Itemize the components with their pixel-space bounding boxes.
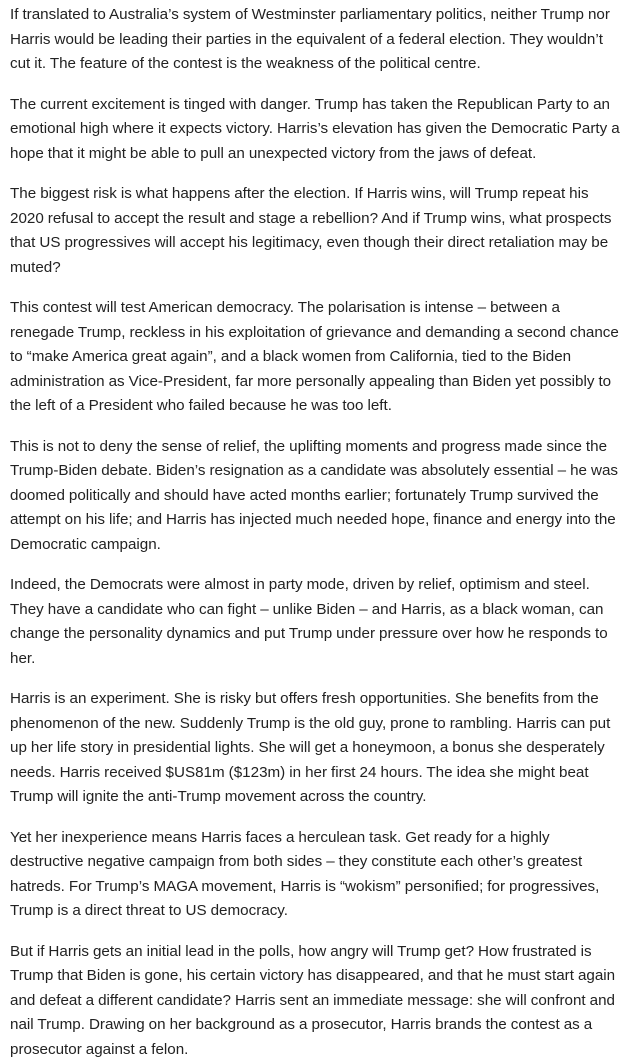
paragraph-2: The current excitement is tinged with danger. Trump has taken the Republican Party to an emotional high where it expects victory. Harris’s elevation has given the Democratic Party a hope that it might be able to pull an unexpected victory from the jaws of defeat. bbox=[10, 93, 624, 167]
paragraph-6: Indeed, the Democrats were almost in party mode, driven by relief, optimism and steel. They have a candidate who can fight – unlike Biden – and Harris, as a black woman, can change the personality dynamics and put Trump under pressure over how he responds to her. bbox=[10, 573, 624, 671]
paragraph-5: This is not to deny the sense of relief, the uplifting moments and progress made since the Trump-Biden debate. Biden’s resignation as a candidate was absolutely essential – he was doomed politically and should have acted months earlier; fortunately Trump survived the attempt on his life; and Harris has injected much needed hope, finance and energy into the Democratic campaign. bbox=[10, 435, 624, 558]
paragraph-3: The biggest risk is what happens after the election. If Harris wins, will Trump repeat his 2020 refusal to accept the result and stage a rebellion? And if Trump wins, what prospects that US progressives will accept his legitimacy, even though their direct retaliation may be muted? bbox=[10, 182, 624, 280]
paragraph-4: This contest will test American democracy. The polarisation is intense – between a renegade Trump, reckless in his exploitation of grievance and demanding a second chance to “make America great again”, and a black women from California, tied to the Biden administration as Vice-President, far more personally appealing than Biden yet possibly to the left of a President who failed because he was too left. bbox=[10, 296, 624, 419]
paragraph-1: If translated to Australia’s system of Westminster parliamentary politics, neither Trump nor Harris would be leading their parties in the equivalent of a federal election. They wouldn’t cut it. The feature of the contest is the weakness of the political centre. bbox=[10, 3, 624, 77]
paragraph-8: Yet her inexperience means Harris faces a herculean task. Get ready for a highly destructive negative campaign from both sides – they constitute each other’s greatest hatreds. For Trump’s MAGA movement, Harris is “wokism” personified; for progressives, Trump is a direct threat to US democracy. bbox=[10, 826, 624, 924]
paragraph-9: But if Harris gets an initial lead in the polls, how angry will Trump get? How frustrated is Trump that Biden is gone, his certain victory has disappeared, and that he must start again and defeat a different candidate? Harris sent an immediate message: she will confront and nail Trump. Drawing on her background as a prosecutor, Harris brands the contest as a prosecutor against a felon. bbox=[10, 940, 624, 1062]
paragraph-7: Harris is an experiment. She is risky but offers fresh opportunities. She benefits from the phenomenon of the new. Suddenly Trump is the old guy, prone to rambling. Harris can put up her life story in presidential lights. She will get a honeymoon, a bonus she desperately needs. Harris received $US81m ($123m) in her first 24 hours. The idea she might beat Trump will ignite the anti-Trump movement across the country. bbox=[10, 687, 624, 810]
